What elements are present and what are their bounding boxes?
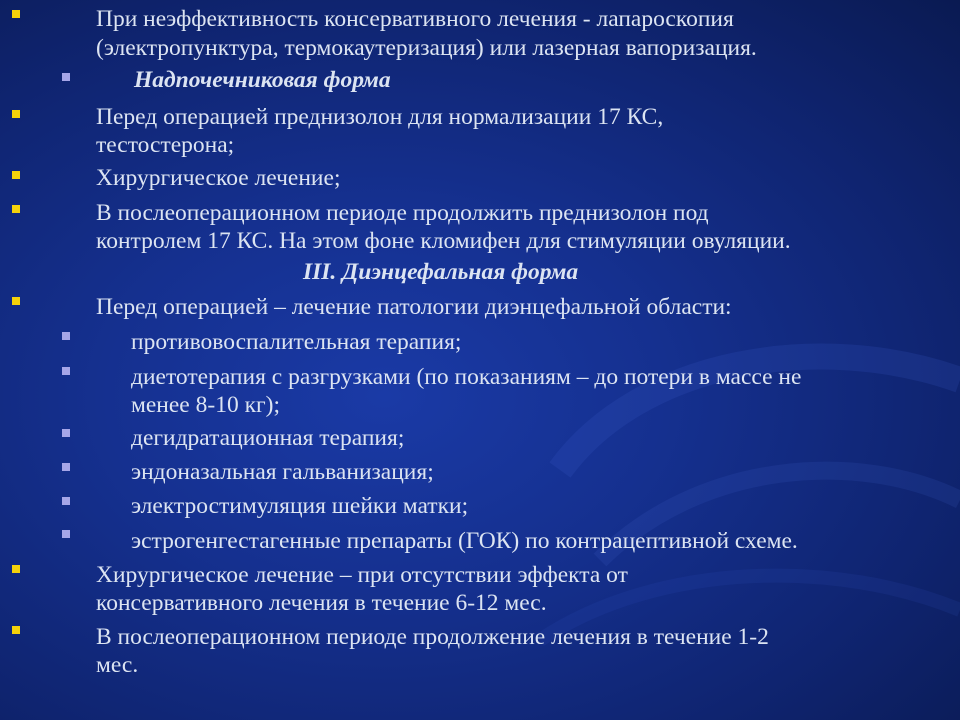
item-line: Хирургическое лечение; bbox=[96, 165, 341, 191]
item-line: (электропунктура, термокаутеризация) или лазерная вапоризация. bbox=[96, 35, 757, 61]
item-line: В послеоперационном периоде продолжить преднизолон под bbox=[96, 200, 709, 226]
item-line: тестостерона; bbox=[96, 132, 235, 158]
item-line: мес. bbox=[96, 652, 139, 678]
square-bullet-icon bbox=[62, 463, 70, 471]
square-bullet-icon bbox=[12, 565, 20, 573]
square-bullet-icon bbox=[62, 332, 70, 340]
item-line: дегидратационная терапия; bbox=[131, 425, 405, 451]
item-line: При неэффективность консервативного лечения - лапароскопия bbox=[96, 6, 734, 32]
item-line: диетотерапия с разгрузками (по показаниям – до потери в массе не bbox=[131, 364, 802, 390]
square-bullet-icon bbox=[62, 367, 70, 375]
square-bullet-icon bbox=[62, 497, 70, 505]
item-line: В послеоперационном периоде продолжение лечения в течение 1-2 bbox=[96, 624, 769, 650]
item-line: Перед операцией преднизолон для нормализации 17 КС, bbox=[96, 104, 664, 130]
item-line: эндоназальная гальванизация; bbox=[131, 459, 434, 485]
item-line: эстрогенгестагенные препараты (ГОК) по контрацептивной схеме. bbox=[131, 528, 798, 554]
square-bullet-icon bbox=[62, 530, 70, 538]
item-line: Перед операцией – лечение патологии диэнцефальной области: bbox=[96, 294, 732, 320]
section-heading: Надпочечниковая форма bbox=[134, 67, 391, 93]
item-line: менее 8-10 кг); bbox=[131, 392, 280, 418]
item-line: консервативного лечения в течение 6-12 мес. bbox=[96, 590, 547, 616]
square-bullet-icon bbox=[12, 205, 20, 213]
square-bullet-icon bbox=[12, 626, 20, 634]
square-bullet-icon bbox=[12, 110, 20, 118]
section-heading: III. Диэнцефальная форма bbox=[303, 259, 579, 285]
item-line: противовоспалительная терапия; bbox=[131, 329, 462, 355]
square-bullet-icon bbox=[12, 10, 20, 18]
square-bullet-icon bbox=[62, 429, 70, 437]
square-bullet-icon bbox=[62, 73, 70, 81]
item-line: контролем 17 КС. На этом фоне кломифен для стимуляции овуляции. bbox=[96, 228, 791, 254]
item-line: Хирургическое лечение – при отсутствии эффекта от bbox=[96, 562, 628, 588]
item-line: электростимуляция шейки матки; bbox=[131, 493, 469, 519]
square-bullet-icon bbox=[12, 171, 20, 179]
square-bullet-icon bbox=[12, 297, 20, 305]
